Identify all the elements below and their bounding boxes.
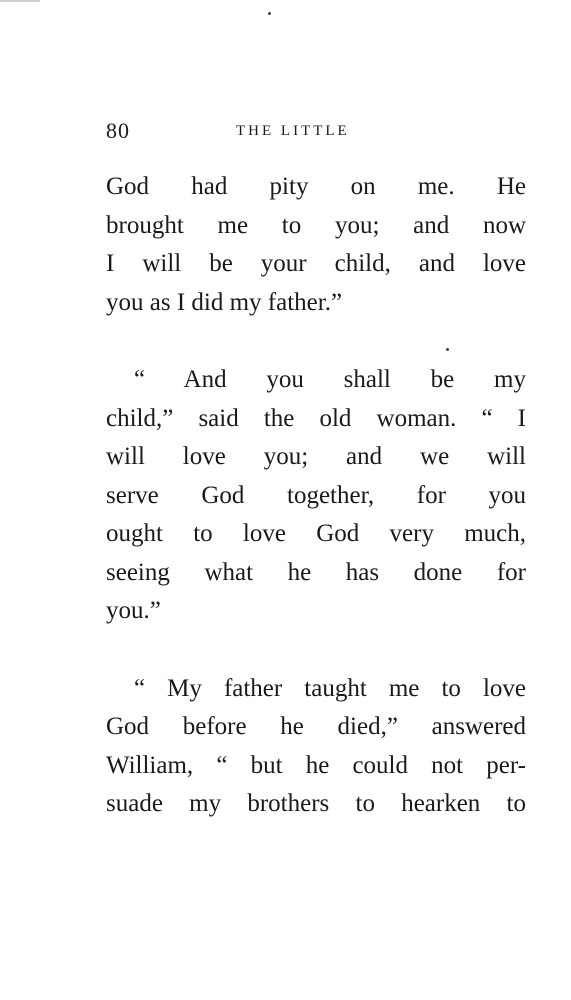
text-line: you.” — [106, 597, 161, 624]
text-line: William, “ but he could not per- — [106, 751, 526, 779]
paragraph — [106, 670, 526, 824]
running-title: THE LITTLE — [236, 123, 350, 139]
text-line: “ My father taught me to love — [134, 674, 526, 702]
text-line: seeing what he has done for — [106, 558, 526, 586]
paragraph-gap — [106, 631, 526, 670]
text-line: ought to love God very much, — [106, 520, 526, 547]
text-line: you as I did my father.” — [106, 288, 343, 316]
text-line: I will be your child, and love — [106, 250, 526, 277]
text-line: God had pity on me. He — [106, 173, 526, 200]
running-head — [106, 118, 526, 146]
paragraph-gap — [106, 322, 526, 361]
body-text — [106, 168, 526, 824]
text-line: serve God together, for you — [106, 481, 526, 509]
text-line: will love you; and we will — [106, 443, 526, 470]
text-line: God before he died,” answered — [106, 713, 526, 740]
text-line: child,” said the old woman. “ I — [106, 404, 526, 432]
paragraph — [106, 168, 526, 322]
text-line: suade my brothers to hearken to — [106, 790, 526, 817]
scan-edge-mark — [0, 0, 40, 2]
ink-speck — [268, 12, 271, 15]
text-line: brought me to you; and now — [106, 211, 526, 239]
text-line: “ And you shall be my — [134, 366, 526, 393]
page-number: 80 — [106, 118, 130, 143]
paragraph — [106, 361, 526, 631]
